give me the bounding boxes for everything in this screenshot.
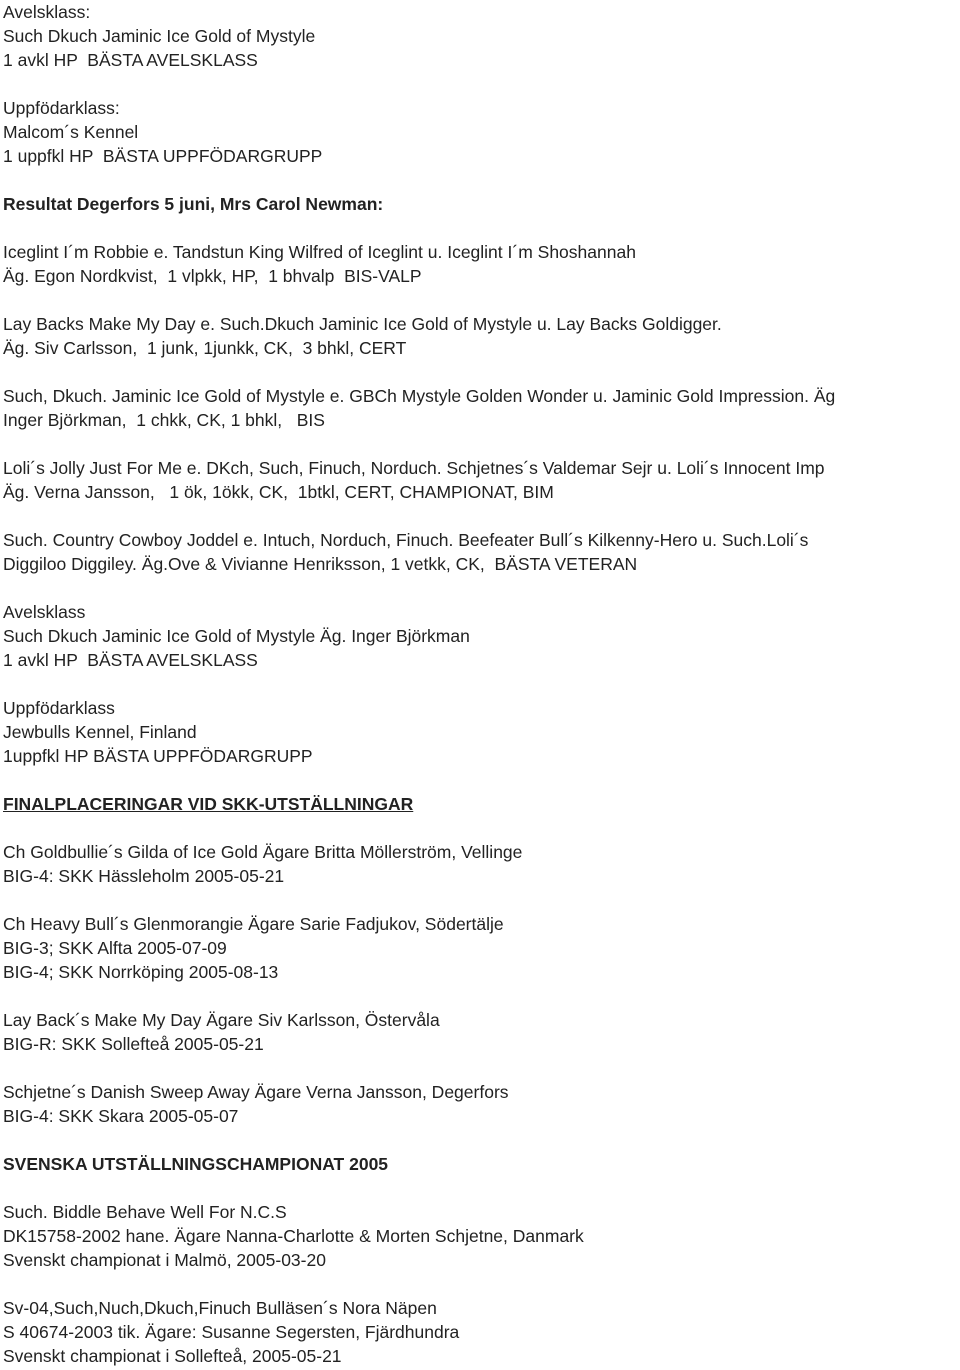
paragraph-spacer: [3, 504, 960, 528]
text-line: Svenskt championat i Malmö, 2005-03-20: [3, 1250, 326, 1270]
text-line: Such. Biddle Behave Well For N.C.S: [3, 1202, 287, 1222]
text-paragraph: [3, 696, 960, 768]
text-paragraph: [3, 600, 960, 672]
text-line: S 40674-2003 tik. Ägare: Susanne Segersten, Fjärdhundra: [3, 1322, 460, 1342]
text-paragraph: [3, 96, 960, 168]
paragraph-spacer: [3, 1272, 960, 1296]
text-paragraph: [3, 456, 960, 504]
text-line: Such Dkuch Jaminic Ice Gold of Mystyle: [3, 26, 316, 46]
text-line: Iceglint I´m Robbie e. Tandstun King Wilfred of Iceglint u. Iceglint I´m Shoshannah: [3, 242, 636, 262]
paragraph-spacer: [3, 576, 960, 600]
text-line: Inger Björkman, 1 chkk, CK, 1 bhkl, BIS: [3, 410, 325, 430]
section-heading: Resultat Degerfors 5 juni, Mrs Carol Newman:: [3, 194, 384, 214]
text-paragraph: [3, 240, 960, 288]
text-line: Lay Backs Make My Day e. Such.Dkuch Jaminic Ice Gold of Mystyle u. Lay Backs Goldigger.: [3, 314, 722, 334]
text-line: Avelsklass:: [3, 2, 91, 22]
text-paragraph: [3, 1008, 960, 1056]
section-heading: SVENSKA UTSTÄLLNINGSCHAMPIONAT 2005: [3, 1154, 389, 1174]
paragraph-spacer: [3, 216, 960, 240]
text-paragraph: [3, 1296, 960, 1368]
paragraph-spacer: [3, 888, 960, 912]
text-line: Äg. Egon Nordkvist, 1 vlpkk, HP, 1 bhvalp BIS-VALP: [3, 266, 422, 286]
text-line: BIG-4: SKK Hässleholm 2005-05-21: [3, 866, 285, 886]
text-line: 1 avkl HP BÄSTA AVELSKLASS: [3, 50, 258, 70]
paragraph-spacer: [3, 72, 960, 96]
text-line: 1 uppfkl HP BÄSTA UPPFÖDARGRUPP: [3, 146, 323, 166]
text-line: Äg. Siv Carlsson, 1 junk, 1junkk, CK, 3 bhkl, CERT: [3, 338, 407, 358]
text-line: Loli´s Jolly Just For Me e. DKch, Such, Finuch, Norduch. Schjetnes´s Valdemar Sejr u. Loli´s Innocent Imp: [3, 458, 825, 478]
text-line: Lay Back´s Make My Day Ägare Siv Karlsson, Östervåla: [3, 1010, 440, 1030]
text-line: BIG-4: SKK Skara 2005-05-07: [3, 1106, 239, 1126]
text-paragraph: [3, 1080, 960, 1128]
text-line: 1uppfkl HP BÄSTA UPPFÖDARGRUPP: [3, 746, 313, 766]
paragraph-spacer: [3, 816, 960, 840]
paragraph-spacer: [3, 1056, 960, 1080]
paragraph-spacer: [3, 672, 960, 696]
text-line: Schjetne´s Danish Sweep Away Ägare Verna Jansson, Degerfors: [3, 1082, 509, 1102]
text-paragraph: [3, 1200, 960, 1272]
text-paragraph: [3, 528, 960, 576]
text-line: Diggiloo Diggiley. Äg.Ove & Vivianne Henriksson, 1 vetkk, CK, BÄSTA VETERAN: [3, 554, 638, 574]
text-paragraph: [3, 312, 960, 360]
text-line: Jewbulls Kennel, Finland: [3, 722, 197, 742]
text-line: Ch Goldbullie´s Gilda of Ice Gold Ägare Britta Möllerström, Vellinge: [3, 842, 523, 862]
paragraph-spacer: [3, 168, 960, 192]
text-paragraph: [3, 840, 960, 888]
text-line: Sv-04,Such,Nuch,Dkuch,Finuch Bulläsen´s Nora Näpen: [3, 1298, 437, 1318]
text-line: Uppfödarklass:: [3, 98, 120, 118]
text-line: DK15758-2002 hane. Ägare Nanna-Charlotte & Morten Schjetne, Danmark: [3, 1226, 584, 1246]
text-line: Äg. Verna Jansson, 1 ök, 1ökk, CK, 1btkl, CERT, CHAMPIONAT, BIM: [3, 482, 554, 502]
text-line: Avelsklass: [3, 602, 86, 622]
paragraph-spacer: [3, 1176, 960, 1200]
text-line: Svenskt championat i Sollefteå, 2005-05-21: [3, 1346, 342, 1366]
text-line: Such. Country Cowboy Joddel e. Intuch, Norduch, Finuch. Beefeater Bull´s Kilkenny-Hero u. Such.Loli´s: [3, 530, 809, 550]
text-line: Such, Dkuch. Jaminic Ice Gold of Mystyle e. GBCh Mystyle Golden Wonder u. Jaminic Gold Impression. Äg: [3, 386, 836, 406]
text-line: BIG-R: SKK Sollefteå 2005-05-21: [3, 1034, 264, 1054]
paragraph-spacer: [3, 1128, 960, 1152]
section-heading: FINALPLACERINGAR VID SKK-UTSTÄLLNINGAR: [3, 794, 414, 814]
text-line: 1 avkl HP BÄSTA AVELSKLASS: [3, 650, 258, 670]
text-line: BIG-4; SKK Norrköping 2005-08-13: [3, 962, 279, 982]
text-line: Malcom´s Kennel: [3, 122, 139, 142]
text-paragraph: [3, 384, 960, 432]
text-line: Ch Heavy Bull´s Glenmorangie Ägare Sarie Fadjukov, Södertälje: [3, 914, 504, 934]
paragraph-spacer: [3, 360, 960, 384]
text-paragraph: [3, 912, 960, 984]
paragraph-spacer: [3, 768, 960, 792]
paragraph-spacer: [3, 288, 960, 312]
paragraph-spacer: [3, 432, 960, 456]
text-line: Such Dkuch Jaminic Ice Gold of Mystyle Äg. Inger Björkman: [3, 626, 470, 646]
text-paragraph: [3, 0, 960, 72]
text-line: BIG-3; SKK Alfta 2005-07-09: [3, 938, 227, 958]
paragraph-spacer: [3, 984, 960, 1008]
text-line: Uppfödarklass: [3, 698, 115, 718]
